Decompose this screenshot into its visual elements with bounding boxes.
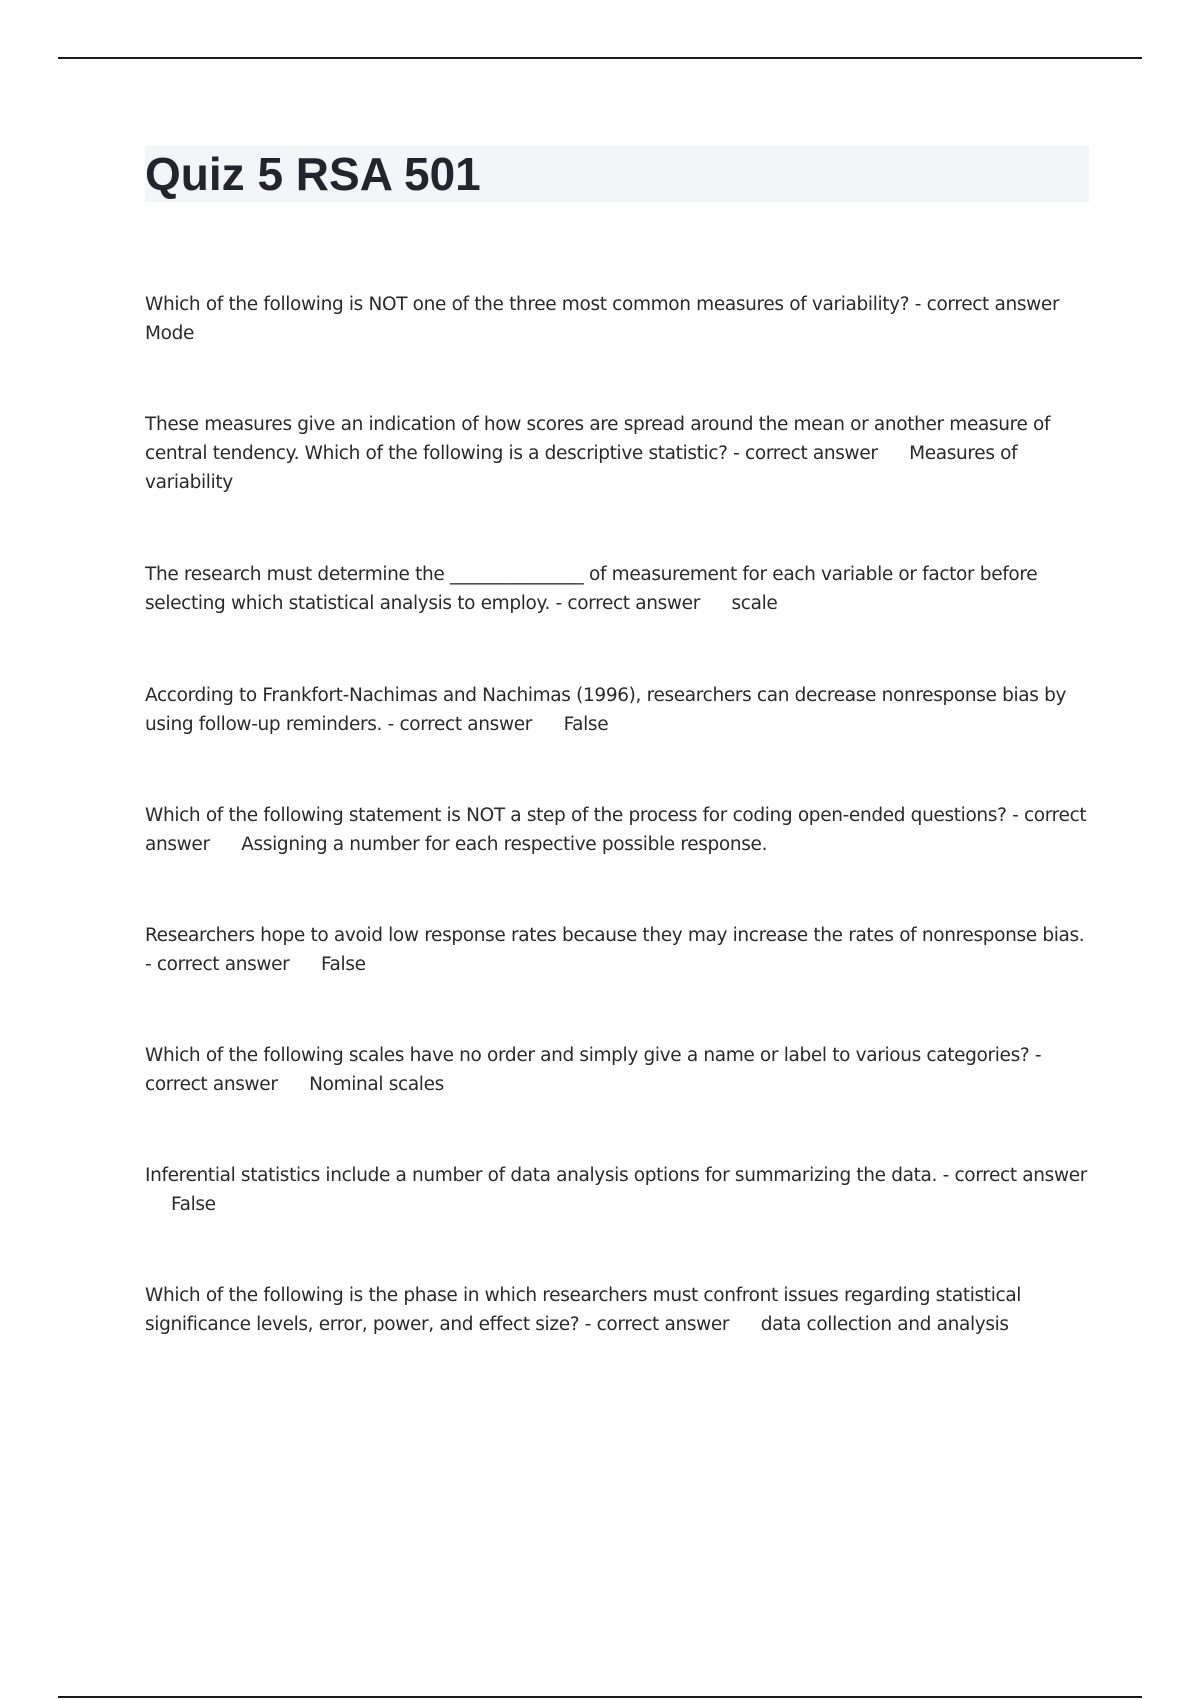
question-text: The research must determine the _______________ of measurement for each variable or factor before selecting which statistical analysis to employ. xyxy=(145,564,1038,614)
page-title: Quiz 5 RSA 501 xyxy=(145,148,481,200)
correct-answer-label: - correct answer xyxy=(145,805,1087,855)
answer-text: scale xyxy=(731,593,778,614)
correct-answer-label: - correct answer xyxy=(145,1045,1042,1095)
answer-text: Measures of variability xyxy=(145,443,1018,493)
title-banner xyxy=(145,146,1089,202)
qa-item-9 xyxy=(145,1281,1095,1339)
question-text: Which of the following statement is NOT a step of the process for coding open-ended questions? xyxy=(145,805,1007,826)
answer-text: False xyxy=(563,714,609,735)
correct-answer-label: - correct answer xyxy=(914,294,1060,315)
question-text: Which of the following is the phase in which researchers must confront issues regarding statistical significance levels, error, power, and effect size? xyxy=(145,1285,1022,1335)
correct-answer-label: - correct answer xyxy=(942,1165,1088,1186)
correct-answer-label: - correct answer xyxy=(733,443,878,464)
top-rule xyxy=(58,57,1142,59)
qa-item-5 xyxy=(145,801,1095,859)
qa-item-1 xyxy=(145,290,1095,348)
answer-text: data collection and analysis xyxy=(760,1314,1009,1335)
qa-item-8 xyxy=(145,1161,1095,1219)
question-text: Inferential statistics include a number of data analysis options for summarizing the data. xyxy=(145,1165,938,1186)
correct-answer-label: - correct answer xyxy=(145,954,290,975)
question-text: According to Frankfort-Nachimas and Nachimas (1996), researchers can decrease nonresponse bias by using follow-up reminders. xyxy=(145,685,1067,735)
correct-answer-label: - correct answer xyxy=(555,593,700,614)
qa-item-7 xyxy=(145,1041,1095,1099)
answer-text: Mode xyxy=(145,323,195,344)
question-text: Which of the following is NOT one of the three most common measures of variability? xyxy=(145,294,910,315)
qa-item-3 xyxy=(145,560,1095,618)
answer-text: Nominal scales xyxy=(309,1074,444,1095)
qa-item-6 xyxy=(145,921,1095,979)
question-text: Which of the following scales have no order and simply give a name or label to various categories? xyxy=(145,1045,1030,1066)
answer-text: Assigning a number for each respective possible response. xyxy=(241,834,768,855)
correct-answer-label: - correct answer xyxy=(584,1314,730,1335)
qa-item-2 xyxy=(145,410,1095,497)
correct-answer-label: - correct answer xyxy=(387,714,533,735)
question-text: Researchers hope to avoid low response rates because they may increase the rates of nonresponse bias. xyxy=(145,925,1085,946)
qa-item-4 xyxy=(145,681,1095,739)
answer-text: False xyxy=(171,1194,216,1215)
bottom-rule xyxy=(58,1696,1142,1698)
question-text: These measures give an indication of how scores are spread around the mean or another measure of central tendency. Which of the following is a descriptive statistic? xyxy=(145,414,1051,464)
answer-text: False xyxy=(320,954,366,975)
